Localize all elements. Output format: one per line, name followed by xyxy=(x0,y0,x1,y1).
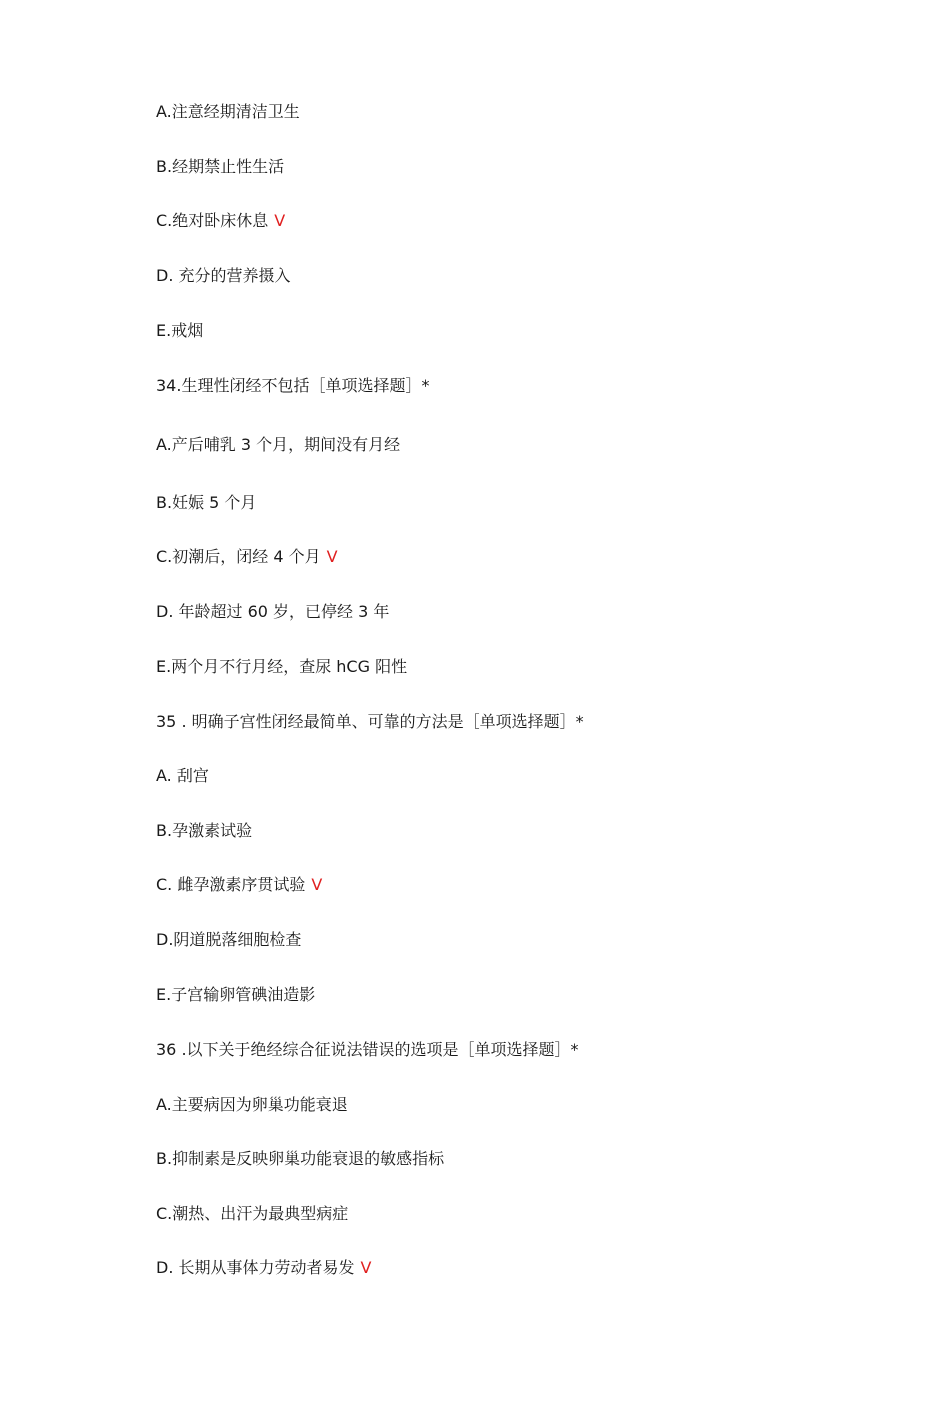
line-text: E.戒烟 xyxy=(156,321,204,340)
line-text: C. 雌孕激素序贯试验 xyxy=(156,875,306,894)
line-text: B.妊娠 5 个月 xyxy=(156,493,257,512)
option-line xyxy=(156,1148,450,1170)
line-text: A.注意经期清洁卫生 xyxy=(156,102,300,121)
option-line xyxy=(156,765,215,787)
option-line xyxy=(156,320,209,342)
correct-answer-mark: V xyxy=(326,547,338,566)
correct-answer-mark: V xyxy=(274,211,286,230)
option-line xyxy=(156,210,285,232)
line-text: A. 刮宫 xyxy=(156,766,209,785)
line-text: C.绝对卧床休息 xyxy=(156,211,269,230)
question-line xyxy=(156,375,435,397)
option-line xyxy=(156,820,258,842)
correct-answer-mark: V xyxy=(360,1258,372,1277)
option-line xyxy=(156,601,395,623)
option-line xyxy=(156,874,322,896)
line-text: B.抑制素是反映卵巢功能衰退的敏感指标 xyxy=(156,1149,445,1168)
line-text: E.子宫输卵管碘油造影 xyxy=(156,985,316,1004)
line-text: D. 年龄超过 60 岁，已停经 3 年 xyxy=(156,602,390,621)
option-line xyxy=(156,929,307,951)
option-line xyxy=(156,1094,354,1116)
line-text: B.孕激素试验 xyxy=(156,821,253,840)
line-text: 34.生理性闭经不包括［单项选择题］* xyxy=(156,376,430,395)
line-text: E.两个月不行月经，查尿 hCG 阳性 xyxy=(156,657,408,676)
line-text: C.初潮后，闭经 4 个月 xyxy=(156,547,321,566)
question-line xyxy=(156,711,590,733)
line-text: A.产后哺乳 3 个月，期间没有月经 xyxy=(156,435,401,454)
option-line xyxy=(156,156,290,178)
question-line xyxy=(156,1039,585,1061)
option-line xyxy=(156,1257,371,1279)
correct-answer-mark: V xyxy=(311,875,323,894)
option-line xyxy=(156,101,306,123)
line-text: D.阴道脱落细胞检查 xyxy=(156,930,302,949)
option-line xyxy=(156,265,297,287)
line-text: 35 . 明确子宫性闭经最简单、可靠的方法是［单项选择题］* xyxy=(156,712,584,731)
option-line xyxy=(156,984,321,1006)
option-line xyxy=(156,656,413,678)
option-line xyxy=(156,492,262,514)
line-text: B.经期禁止性生活 xyxy=(156,157,285,176)
line-text: D. 长期从事体力劳动者易发 xyxy=(156,1258,355,1277)
line-text: C.潮热、出汗为最典型病症 xyxy=(156,1204,349,1223)
option-line xyxy=(156,546,338,568)
option-line xyxy=(156,1203,354,1225)
line-text: D. 充分的营养摄入 xyxy=(156,266,291,285)
line-text: A.主要病因为卵巢功能衰退 xyxy=(156,1095,348,1114)
option-line xyxy=(156,434,406,456)
line-text: 36 .以下关于绝经综合征说法错误的选项是［单项选择题］* xyxy=(156,1040,579,1059)
